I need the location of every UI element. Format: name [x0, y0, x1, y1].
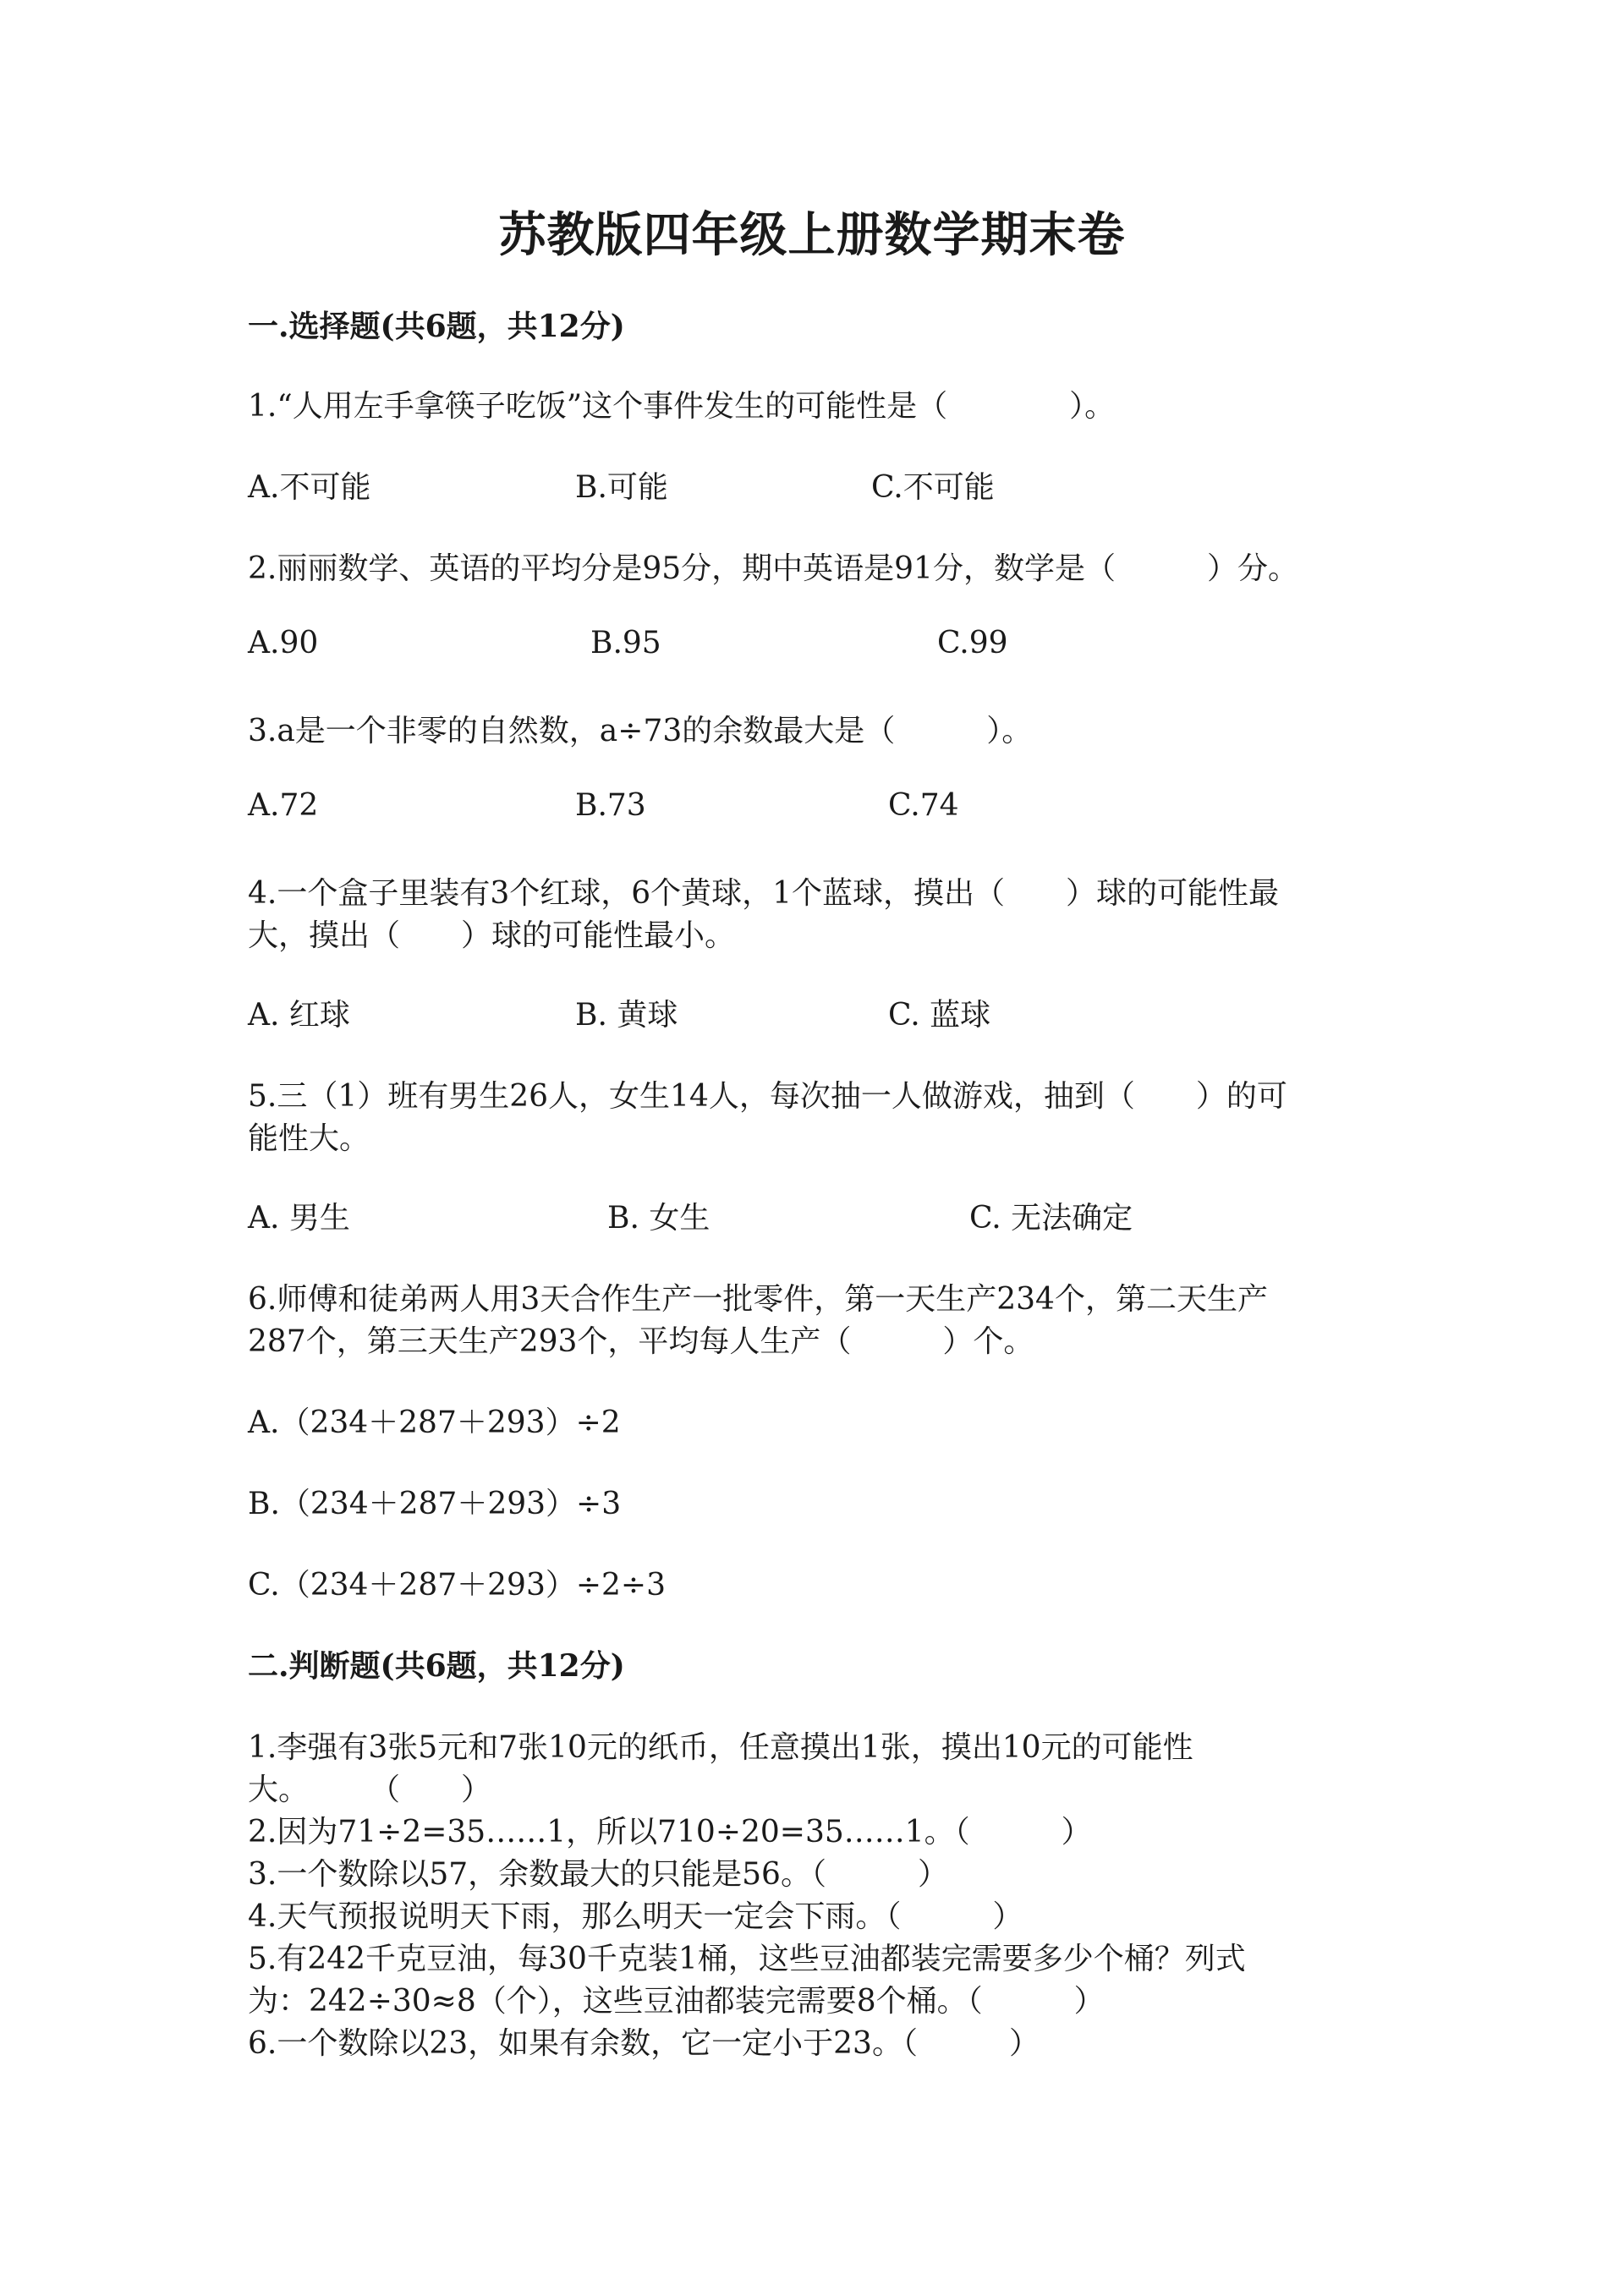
question-3-option-b[interactable]: B.73 — [575, 788, 646, 823]
judgment-1-line-1: 1.李强有3张5元和7张10元的纸币，任意摸出1张，摸出10元的可能性 — [248, 1730, 1193, 1765]
question-3-option-c[interactable]: C.74 — [888, 788, 959, 823]
question-3-option-a[interactable]: A.72 — [248, 788, 319, 823]
question-6-option-b[interactable]: B.（234＋287＋293）÷3 — [248, 1487, 622, 1521]
question-1-option-c[interactable]: C.不可能 — [871, 470, 995, 505]
question-5-option-b[interactable]: B. 女生 — [607, 1201, 710, 1236]
judgment-5-line-1: 5.有242千克豆油，每30千克装1桶，这些豆油都装完需要多少个桶？列式 — [248, 1942, 1246, 1976]
section-heading-judgment: 二.判断题(共6题，共12分) — [248, 1648, 625, 1684]
question-5-text-line-2: 能性大。 — [248, 1121, 370, 1156]
judgment-5-line-2: 为：242÷30≈8（个），这些豆油都装完需要8个桶。（ ） — [248, 1984, 1105, 2019]
judgment-3: 3.一个数除以57，余数最大的只能是56。（ ） — [248, 1857, 948, 1892]
question-3-text: 3.a是一个非零的自然数，a÷73的余数最大是（ ）。 — [248, 714, 1033, 748]
question-2-option-b[interactable]: B.95 — [590, 626, 661, 660]
judgment-4: 4.天气预报说明天下雨，那么明天一定会下雨。（ ） — [248, 1899, 1023, 1934]
judgment-1-line-2: 大。 （ ） — [248, 1773, 492, 1807]
question-4-option-a[interactable]: A. 红球 — [248, 998, 350, 1033]
question-1-text: 1.“人用左手拿筷子吃饭”这个事件发生的可能性是（ ）。 — [248, 389, 1116, 424]
question-5-text-line-1: 5.三（1）班有男生26人，女生14人，每次抽一人做游戏，抽到（ ）的可 — [248, 1079, 1287, 1114]
question-4-text-line-2: 大，摸出（ ）球的可能性最小。 — [248, 918, 736, 953]
question-4-option-c[interactable]: C. 蓝球 — [888, 998, 991, 1033]
page-title: 苏教版四年级上册数学期末卷 — [498, 207, 1126, 263]
question-4-text-line-1: 4.一个盒子里装有3个红球，6个黄球，1个蓝球，摸出（ ）球的可能性最 — [248, 876, 1280, 911]
question-6-text-line-1: 6.师傅和徒弟两人用3天合作生产一批零件，第一天生产234个，第二天生产 — [248, 1282, 1268, 1317]
section-heading-choice: 一.选择题(共6题，共12分) — [248, 309, 625, 344]
question-5-option-c[interactable]: C. 无法确定 — [969, 1201, 1133, 1236]
question-2-text: 2.丽丽数学、英语的平均分是95分，期中英语是91分，数学是（ ）分。 — [248, 551, 1298, 586]
question-2-option-a[interactable]: A.90 — [248, 626, 319, 660]
question-1-option-b[interactable]: B.可能 — [575, 470, 668, 505]
question-2-option-c[interactable]: C.99 — [937, 626, 1008, 660]
question-6-option-a[interactable]: A.（234＋287＋293）÷2 — [248, 1406, 621, 1440]
judgment-2: 2.因为71÷2=35……1，所以710÷20=35……1。（ ） — [248, 1815, 1092, 1849]
question-4-option-b[interactable]: B. 黄球 — [575, 998, 678, 1033]
question-6-text-line-2: 287个，第三天生产293个，平均每人生产（ ）个。 — [248, 1324, 1034, 1359]
question-6-option-c[interactable]: C.（234＋287＋293）÷2÷3 — [248, 1568, 666, 1603]
question-5-option-a[interactable]: A. 男生 — [248, 1201, 350, 1236]
judgment-6: 6.一个数除以23，如果有余数，它一定小于23。（ ） — [248, 2026, 1040, 2061]
question-1-option-a[interactable]: A.不可能 — [248, 470, 371, 505]
